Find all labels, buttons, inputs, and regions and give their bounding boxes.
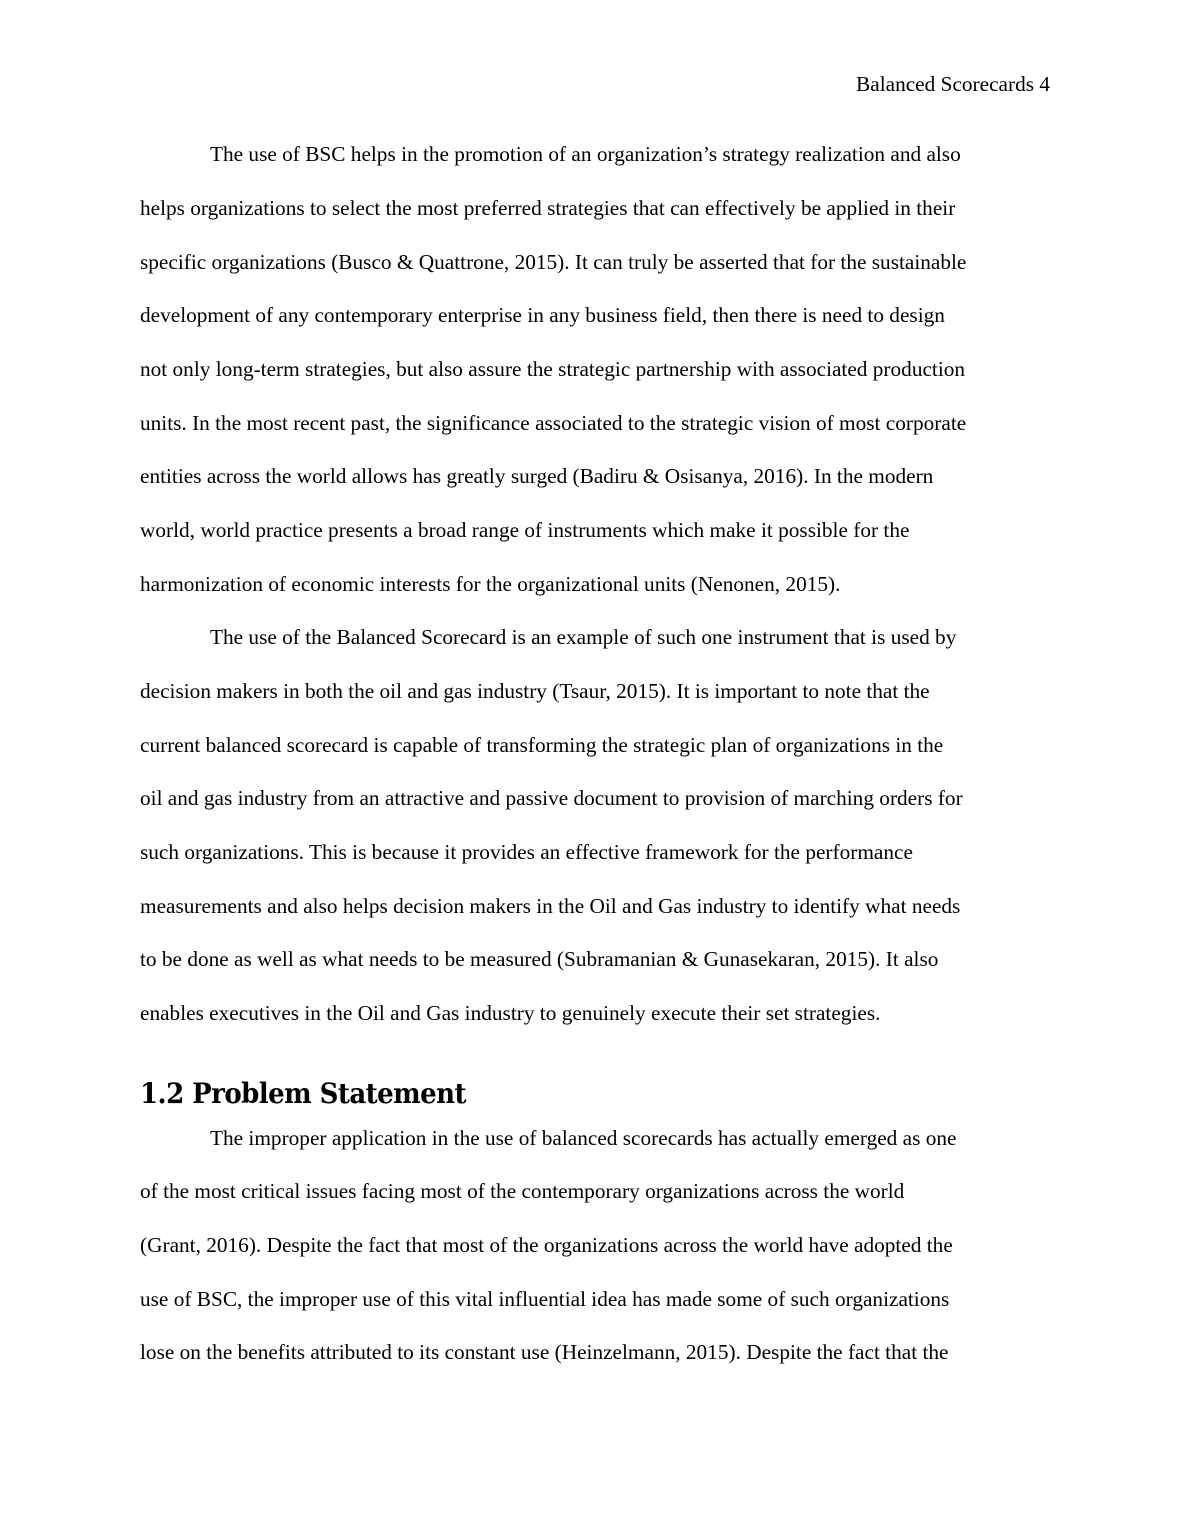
text-line: entities across the world allows has greatly surged (Badiru & Osisanya, 2016). In the modern [140, 464, 934, 488]
text-line: (Grant, 2016). Despite the fact that most of the organizations across the world have adopted the [140, 1233, 953, 1257]
text-line: The use of BSC helps in the promotion of an organization’s strategy realization and also [210, 142, 961, 166]
text-line: use of BSC, the improper use of this vital influential idea has made some of such organizations [140, 1287, 950, 1311]
text-line: world, world practice presents a broad range of instruments which make it possible for the [140, 518, 910, 542]
text-line: development of any contemporary enterprise in any business field, then there is need to design [140, 303, 945, 327]
text-line: of the most critical issues facing most of the contemporary organizations across the world [140, 1179, 905, 1203]
text-line: specific organizations (Busco & Quattrone, 2015). It can truly be asserted that for the sustainable [140, 250, 967, 274]
text-line: units. In the most recent past, the significance associated to the strategic vision of most corporate [140, 411, 967, 435]
text-line: enables executives in the Oil and Gas industry to genuinely execute their set strategies. [140, 1001, 881, 1025]
running-head: Balanced Scorecards 4 [856, 72, 1050, 96]
text-line: lose on the benefits attributed to its constant use (Heinzelmann, 2015). Despite the fact that the [140, 1340, 949, 1364]
text-line: harmonization of economic interests for the organizational units (Nenonen, 2015). [140, 572, 841, 596]
text-line: current balanced scorecard is capable of transforming the strategic plan of organizations in the [140, 733, 944, 757]
text-line: The use of the Balanced Scorecard is an example of such one instrument that is used by [210, 625, 957, 649]
section-heading: 1.2 Problem Statement [140, 1077, 466, 1110]
text-line: such organizations. This is because it provides an effective framework for the performance [140, 840, 913, 864]
text-line: The improper application in the use of balanced scorecards has actually emerged as one [210, 1126, 957, 1150]
text-line: to be done as well as what needs to be measured (Subramanian & Gunasekaran, 2015). It also [140, 947, 939, 971]
text-line: oil and gas industry from an attractive and passive document to provision of marching orders for [140, 786, 963, 810]
text-line: not only long-term strategies, but also assure the strategic partnership with associated production [140, 357, 966, 381]
text-line: helps organizations to select the most preferred strategies that can effectively be applied in their [140, 196, 956, 220]
text-line: measurements and also helps decision makers in the Oil and Gas industry to identify what needs [140, 894, 961, 918]
text-line: decision makers in both the oil and gas industry (Tsaur, 2015). It is important to note that the [140, 679, 930, 703]
